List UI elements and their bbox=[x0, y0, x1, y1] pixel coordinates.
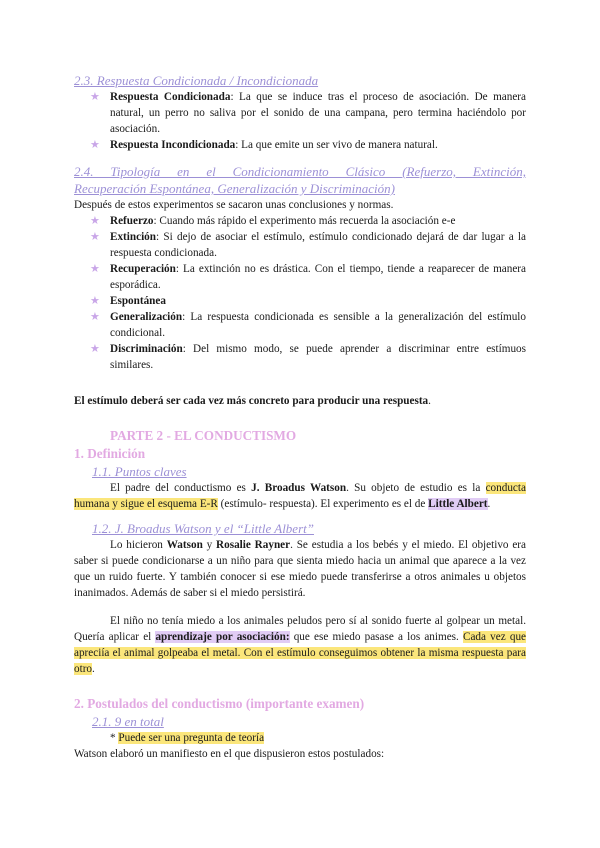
term: Discriminación bbox=[110, 343, 183, 355]
term: Generalización bbox=[110, 311, 183, 323]
text: (estímulo- respuesta). El experimento es el de bbox=[217, 498, 429, 510]
highlight: Cada vez que apreciía el animal golpeaba el metal. Con el estímulo conseguimos obtener la misma respuesta para otro bbox=[74, 631, 527, 675]
heading-2-4-line2: Recuperación Espontánea, Generalización y Discriminación) bbox=[74, 181, 395, 196]
list-item bbox=[90, 137, 526, 153]
highlight: Little Albert bbox=[428, 498, 488, 510]
term: Espontánea bbox=[110, 295, 166, 307]
definition: : Del mismo modo, se puede aprender a discriminar entre estímuos similares. bbox=[110, 343, 526, 371]
heading-2-4-line1: 2.4. Tipología en el Condicionamiento Clásico (Refuerzo, Extinción, bbox=[74, 164, 526, 179]
term: Extinción bbox=[110, 231, 157, 243]
name: J. Broadus Watson bbox=[251, 482, 347, 494]
last-line: Watson elaboró un manifiesto en el que dispusieron estos postulados: bbox=[74, 748, 385, 760]
document-page bbox=[74, 72, 526, 762]
star-bullet-icon: ★ bbox=[90, 91, 100, 103]
term: Respuesta Incondicionada bbox=[110, 139, 236, 151]
definition: : La que emite un ser vivo de manera natural. bbox=[235, 139, 438, 151]
definition: : Si dejo de asociar el estímulo, estímulo condicionado dejará de dar lugar a la respuesta condicionada. bbox=[110, 231, 526, 259]
text: . Se estudia a los bebés y el miedo. El objetivo era saber si puede condicionarse a un niño para que sienta miedo hacia un animal que aparece a la vez que un ruido fuerte. Y también conocer si ese miedo puede transferirse a otros animales u objetos inanimados. Además de saber si el miedo persistirá. bbox=[74, 539, 526, 599]
note bbox=[110, 730, 526, 746]
list-item bbox=[90, 309, 526, 341]
star-bullet-icon: ★ bbox=[90, 343, 100, 355]
heading-1-2: 1.2. J. Broadus Watson y el “Little Albert” bbox=[92, 521, 314, 536]
paragraph-1-2a bbox=[74, 537, 526, 601]
highlight: Puede ser una pregunta de teoría bbox=[118, 732, 265, 744]
punct: . bbox=[92, 663, 95, 675]
definition: : La extinción no es drástica. Con el tiempo, tiende a reaparecer de manera esporádica. bbox=[110, 263, 526, 291]
name: Watson bbox=[166, 539, 203, 551]
heading-2: 2. Postulados del conductismo (importante examen) bbox=[74, 696, 365, 711]
list-item bbox=[90, 229, 526, 261]
definition: : La respuesta condicionada es sensible a la generalización del estímulo condicional. bbox=[110, 311, 526, 339]
list-item bbox=[90, 213, 526, 229]
term: Recuperación bbox=[110, 263, 176, 275]
heading-2-1: 2.1. 9 en total bbox=[92, 714, 164, 729]
term: Refuerzo bbox=[110, 215, 154, 227]
text: Lo hicieron bbox=[110, 539, 167, 551]
star-bullet-icon: ★ bbox=[90, 215, 100, 227]
asterisk: * bbox=[110, 732, 119, 744]
name: Rosalie Rayner bbox=[216, 539, 291, 551]
conclusion-text: El estímulo deberá ser cada vez más concreto para producir una respuesta bbox=[74, 395, 429, 407]
term: Respuesta Condicionada bbox=[110, 91, 231, 103]
list-item bbox=[90, 341, 526, 373]
text: . Su objeto de estudio es la bbox=[346, 482, 486, 494]
punct: . bbox=[487, 498, 491, 510]
list-item bbox=[90, 293, 526, 309]
definition: : Cuando más rápido el experimento más recuerda la asociación e-e bbox=[153, 215, 456, 227]
star-bullet-icon: ★ bbox=[90, 263, 100, 275]
highlight: conducta humana y sigue el esquema E-R bbox=[74, 482, 526, 510]
paragraph-1-2b bbox=[74, 613, 526, 677]
heading-1-1: 1.1. Puntos claves bbox=[92, 464, 187, 479]
heading-2-3: 2.3. Respuesta Condicionada / Incondicionada bbox=[74, 73, 319, 88]
list-2-3 bbox=[74, 89, 526, 153]
list-item bbox=[90, 261, 526, 293]
star-bullet-icon: ★ bbox=[90, 231, 100, 243]
star-bullet-icon: ★ bbox=[90, 295, 100, 307]
highlight: aprendizaje por asociación: bbox=[155, 631, 290, 643]
text: El padre del conductismo es bbox=[110, 482, 252, 494]
text: y bbox=[202, 539, 217, 551]
list-2-4 bbox=[74, 213, 526, 373]
paragraph-1-1 bbox=[74, 480, 526, 512]
text: que ese miedo pasase a los animes. bbox=[289, 631, 463, 643]
conclusion bbox=[74, 393, 526, 409]
star-bullet-icon: ★ bbox=[90, 311, 100, 323]
heading-1: 1. Definición bbox=[74, 446, 146, 461]
intro-text: Después de estos experimentos se sacaron unas conclusiones y normas. bbox=[74, 199, 394, 211]
punct: . bbox=[428, 395, 431, 407]
star-bullet-icon: ★ bbox=[90, 139, 100, 151]
definition: : La que se induce tras el proceso de asociación. De manera natural, un perro no saliva por el sonido de una campana, pero termina haciéndolo por asociación. bbox=[110, 91, 526, 135]
text: El niño no tenía miedo a los animales peludos pero sí al sonido fuerte al golpear un metal. Quería aplicar el bbox=[74, 615, 526, 643]
part-title: PARTE 2 - EL CONDUCTISMO bbox=[110, 428, 297, 443]
list-item bbox=[90, 89, 526, 137]
